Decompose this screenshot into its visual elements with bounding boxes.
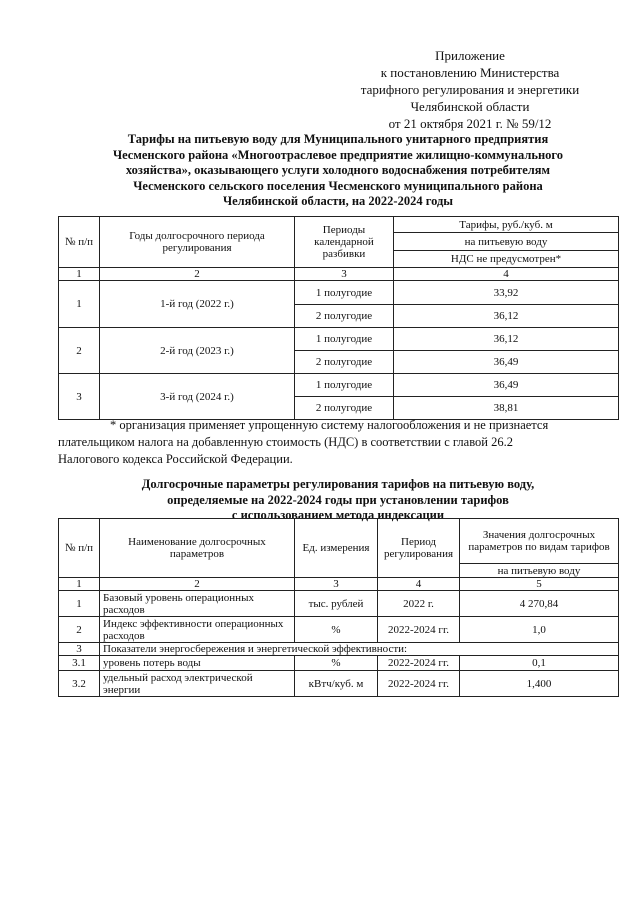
row-name: Базовый уровень операционных расходов xyxy=(100,591,295,617)
row-num: 2 xyxy=(59,617,100,643)
table-row xyxy=(59,328,619,351)
column-number: 5 xyxy=(460,578,619,591)
row-value: 1,400 xyxy=(460,671,619,697)
row-year: 3-й год (2024 г.) xyxy=(100,374,295,420)
header-values: Значения долгосрочных параметров по видам тарифов xyxy=(460,519,619,564)
table-row xyxy=(59,591,619,617)
row-unit: % xyxy=(295,656,378,671)
title-line: Чесменского района «Многоотраслевое предприятие жилищно-коммунального xyxy=(112,147,564,162)
row-num: 1 xyxy=(59,591,100,617)
header-water: на питьевую воду xyxy=(460,564,619,578)
title-line: с использованием метода индексации xyxy=(231,508,445,522)
row-num: 1 xyxy=(59,281,100,328)
row-tariff: 33,92 xyxy=(394,281,619,305)
parameters-table xyxy=(58,518,619,697)
title-line: Чесменского сельского поселения Чесменского муниципального района xyxy=(133,178,543,193)
header-period: Период регулирования xyxy=(378,519,460,578)
column-number: 2 xyxy=(100,578,295,591)
row-name: уровень потерь воды xyxy=(100,656,295,671)
appendix-line: к постановлению Министерства xyxy=(380,65,560,80)
row-tariff: 36,12 xyxy=(394,305,619,328)
table-row xyxy=(59,374,619,397)
parameters-title xyxy=(58,477,618,524)
column-number: 4 xyxy=(378,578,460,591)
row-tariff: 38,81 xyxy=(394,397,619,420)
column-number: 4 xyxy=(394,268,619,281)
row-num: 3 xyxy=(59,374,100,420)
header-unit: Ед. измерения xyxy=(295,519,378,578)
row-period: 2022-2024 гг. xyxy=(378,671,460,697)
row-num: 2 xyxy=(59,328,100,374)
title-line: Челябинской области, на 2022-2024 годы xyxy=(222,194,454,208)
title-line: определяемые на 2022-2024 годы при установлении тарифов xyxy=(167,492,509,507)
row-unit: кВтч/куб. м xyxy=(295,671,378,697)
row-tariff: 36,49 xyxy=(394,374,619,397)
row-unit: тыс. рублей xyxy=(295,591,378,617)
header-water: на питьевую воду xyxy=(394,233,619,251)
footnote-line: Налогового кодекса Российской Федерации. xyxy=(58,452,293,466)
column-number: 2 xyxy=(100,268,295,281)
section-name: Показатели энергосбережения и энергетической эффективности: xyxy=(100,643,619,656)
appendix-line: Челябинской области xyxy=(410,99,530,114)
appendix-line: от 21 октября 2021 г. № 59/12 xyxy=(388,116,552,131)
footnote-line: * организация применяет упрощенную систему налогообложения и не признается xyxy=(110,418,549,432)
header-num: № п/п xyxy=(59,217,100,268)
row-period: 2022-2024 гг. xyxy=(378,656,460,671)
row-period: 1 полугодие xyxy=(295,328,394,351)
column-number: 1 xyxy=(59,268,100,281)
row-value: 4 270,84 xyxy=(460,591,619,617)
column-number: 3 xyxy=(295,268,394,281)
row-unit: % xyxy=(295,617,378,643)
title-line: Долгосрочные параметры регулирования тарифов на питьевую воду, xyxy=(141,477,535,491)
appendix-header xyxy=(340,47,600,132)
header-num: № п/п xyxy=(59,519,100,578)
row-period: 1 полугодие xyxy=(295,281,394,305)
title-line: Тарифы на питьевую воду для Муниципального унитарного предприятия xyxy=(127,132,549,146)
row-tariff: 36,49 xyxy=(394,351,619,374)
header-years: Годы долгосрочного периода регулирования xyxy=(100,217,295,268)
row-num: 3.2 xyxy=(59,671,100,697)
row-period: 2 полугодие xyxy=(295,305,394,328)
tariffs-table xyxy=(58,216,619,420)
row-period: 1 полугодие xyxy=(295,374,394,397)
row-period: 2 полугодие xyxy=(295,397,394,420)
table-row xyxy=(59,617,619,643)
row-num: 3 xyxy=(59,643,100,656)
row-year: 1-й год (2022 г.) xyxy=(100,281,295,328)
row-period: 2022 г. xyxy=(378,591,460,617)
header-vat: НДС не предусмотрен* xyxy=(394,251,619,268)
row-year: 2-й год (2023 г.) xyxy=(100,328,295,374)
table-row xyxy=(59,281,619,305)
row-value: 1,0 xyxy=(460,617,619,643)
header-periods: Периоды календарной разбивки xyxy=(295,217,394,268)
row-num: 3.1 xyxy=(59,656,100,671)
title-line: хозяйства», оказывающего услуги холодного водоснабжения потребителям xyxy=(125,163,551,177)
header-name: Наименование долгосрочных параметров xyxy=(100,519,295,578)
appendix-line: Приложение xyxy=(435,48,505,63)
vat-footnote xyxy=(58,417,618,468)
column-number: 3 xyxy=(295,578,378,591)
table-row xyxy=(59,671,619,697)
footnote-line: плательщиком налога на добавленную стоимость (НДС) в соответствии с главой 26.2 xyxy=(58,435,513,449)
table-row xyxy=(59,656,619,671)
table-section-row xyxy=(59,643,619,656)
row-value: 0,1 xyxy=(460,656,619,671)
row-name: удельный расход электрической энергии xyxy=(100,671,295,697)
row-period: 2022-2024 гг. xyxy=(378,617,460,643)
appendix-line: тарифного регулирования и энергетики xyxy=(360,82,580,97)
row-tariff: 36,12 xyxy=(394,328,619,351)
row-name: Индекс эффективности операционных расходов xyxy=(100,617,295,643)
column-number: 1 xyxy=(59,578,100,591)
row-period: 2 полугодие xyxy=(295,351,394,374)
tariffs-title xyxy=(58,132,618,210)
header-tariffs: Тарифы, руб./куб. м xyxy=(394,217,619,233)
